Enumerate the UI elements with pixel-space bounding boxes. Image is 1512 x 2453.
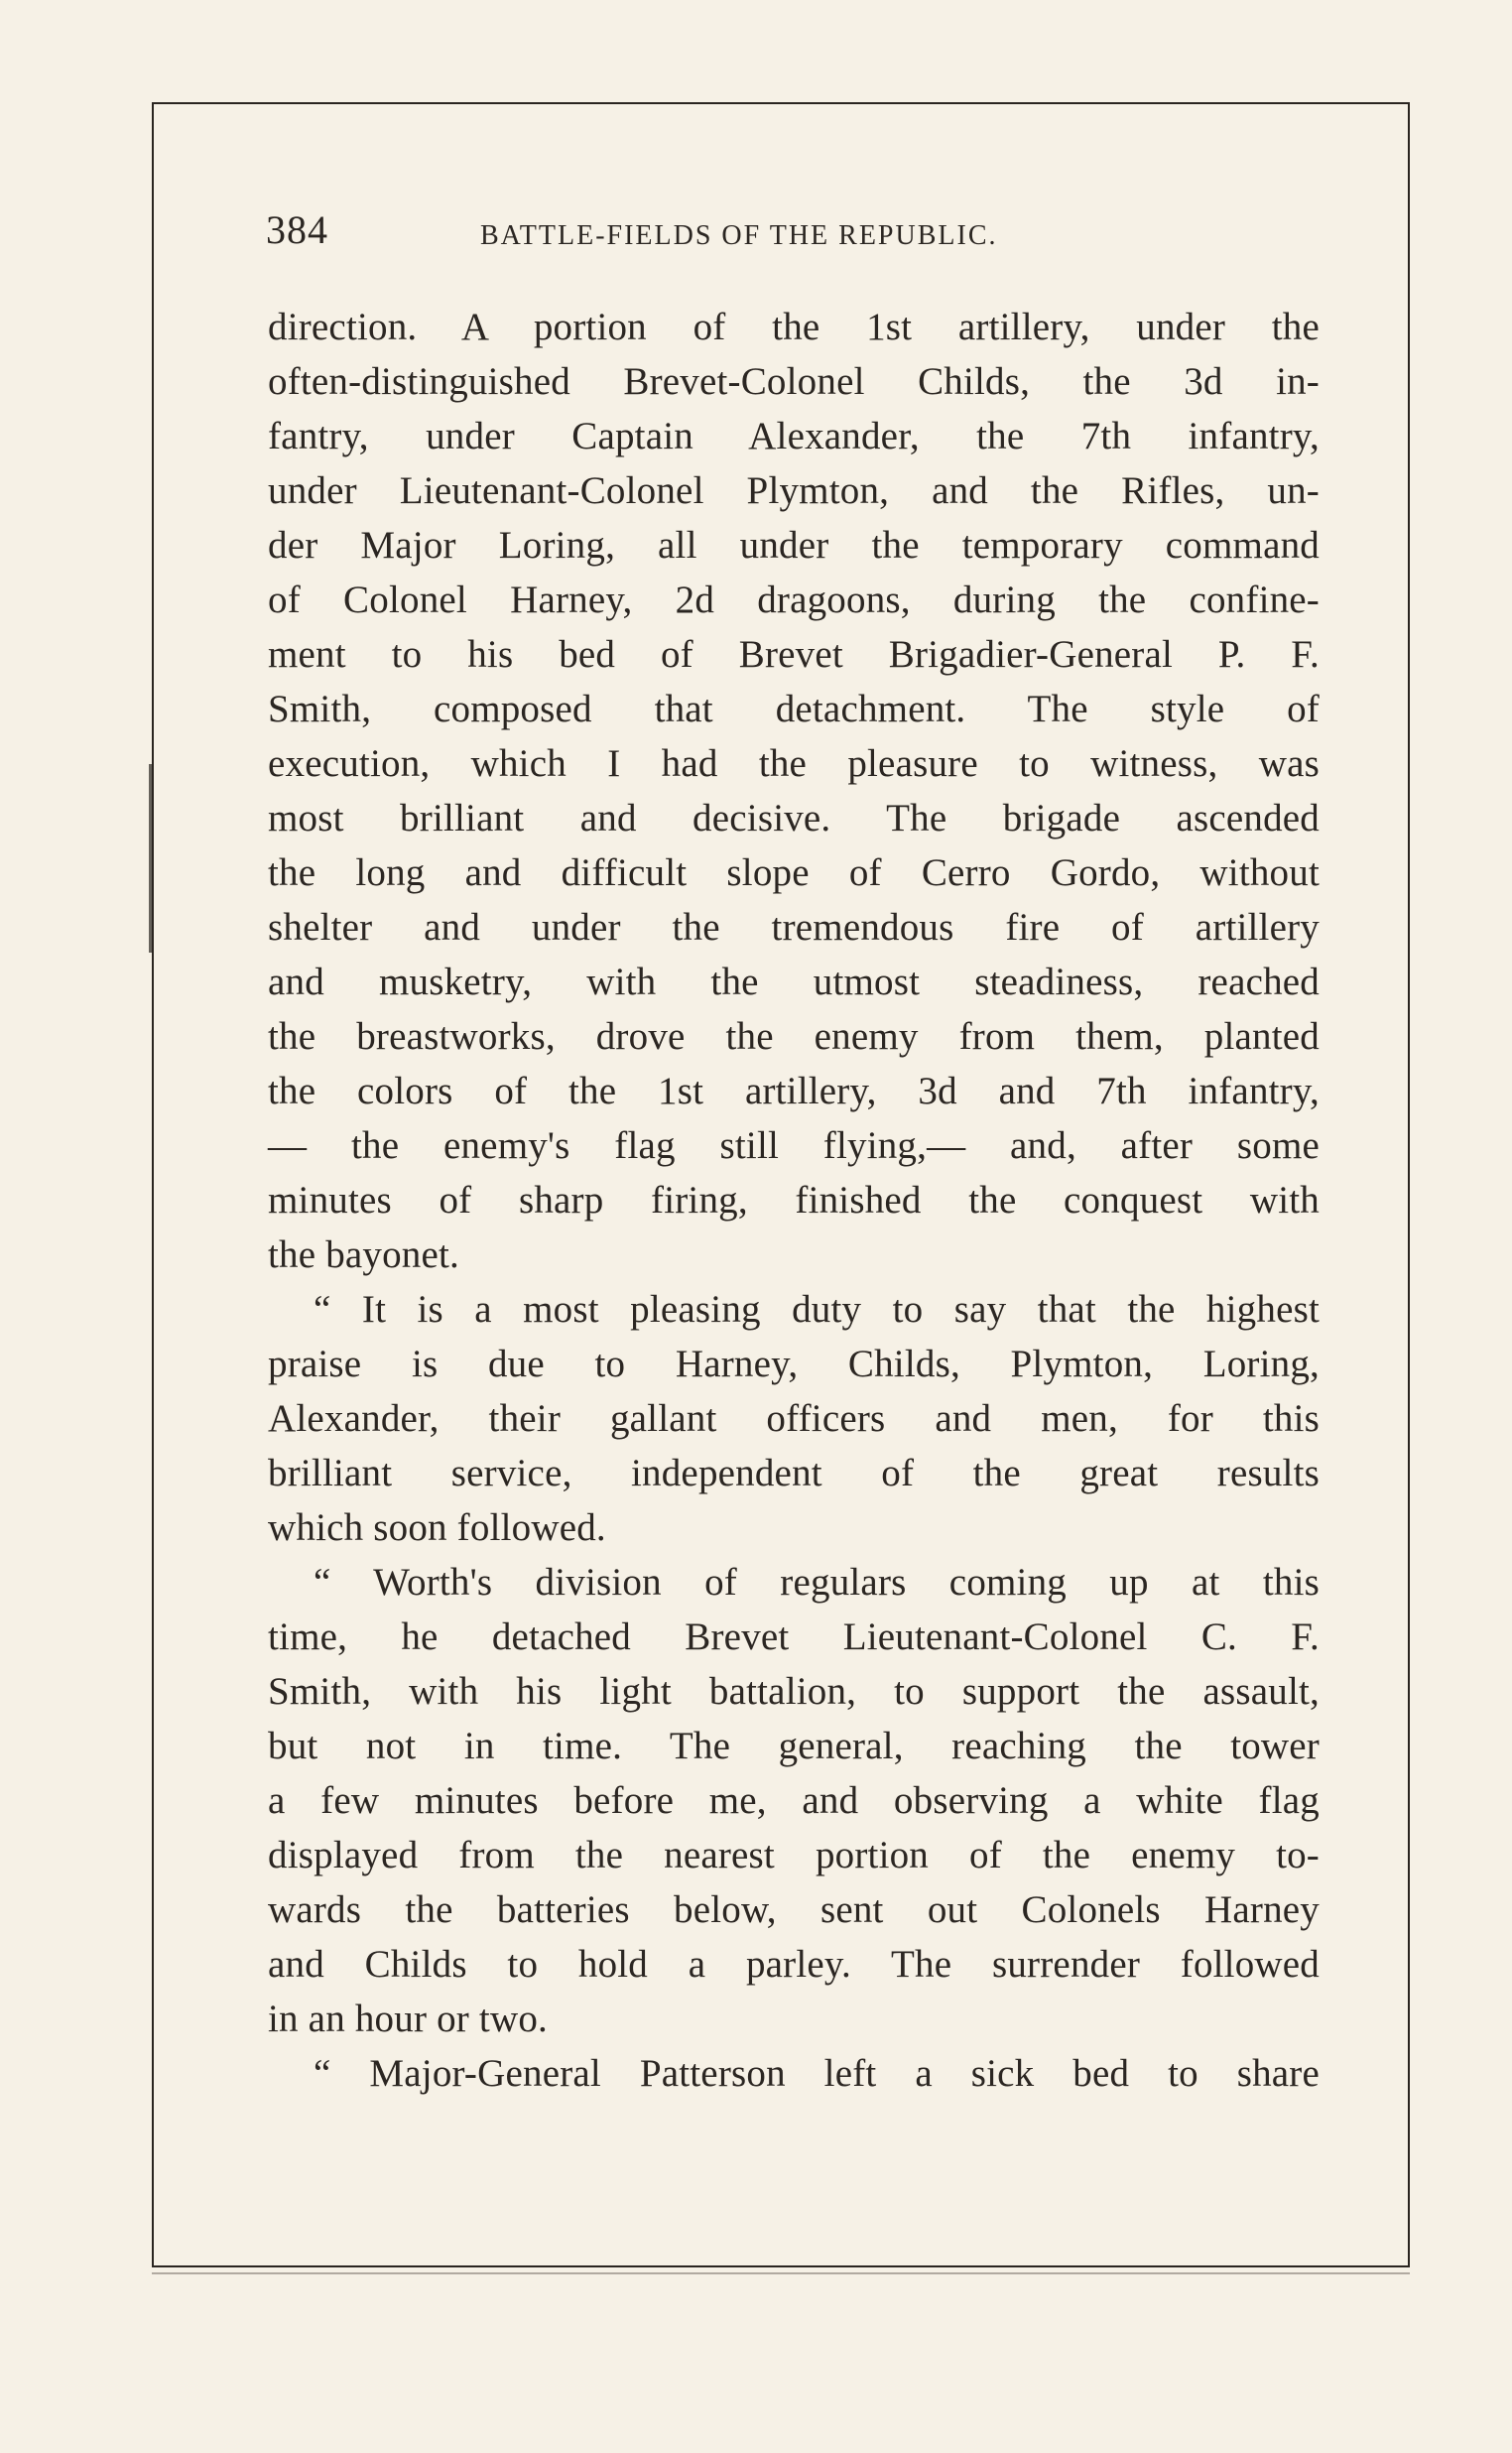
text-line: Alexander, their gallant officers and men, for this — [268, 1397, 1320, 1440]
text-line: the colors of the 1st artillery, 3d and 7th infantry, — [268, 1070, 1320, 1112]
page-header — [266, 206, 1318, 256]
text-line: in an hour or two. — [268, 1998, 548, 2040]
text-line: praise is due to Harney, Childs, Plymton, Loring, — [268, 1343, 1320, 1385]
text-line: the breastworks, drove the enemy from them, planted — [268, 1015, 1320, 1058]
text-line: but not in time. The general, reaching the tower — [268, 1725, 1320, 1767]
text-line: direction. A portion of the 1st artillery, under the — [268, 306, 1320, 348]
text-line: often-distinguished Brevet-Colonel Childs, the 3d in- — [268, 360, 1320, 403]
text-line: shelter and under the tremendous fire of artillery — [268, 906, 1320, 949]
text-line: “ It is a most pleasing duty to say that the highest — [314, 1288, 1320, 1331]
text-line: — the enemy's flag still flying,— and, after some — [268, 1124, 1320, 1167]
text-line: time, he detached Brevet Lieutenant-Colonel C. F. — [268, 1615, 1320, 1658]
text-line: displayed from the nearest portion of the enemy to- — [268, 1834, 1320, 1876]
text-line: minutes of sharp firing, finished the conquest with — [268, 1179, 1320, 1222]
running-head: BATTLE-FIELDS OF THE REPUBLIC. — [480, 220, 998, 251]
text-line: Smith, with his light battalion, to support the assault, — [268, 1670, 1320, 1713]
text-line: most brilliant and decisive. The brigade ascended — [268, 797, 1320, 839]
text-line: “ Major-General Patterson left a sick bed to share — [314, 2052, 1320, 2095]
text-line: “ Worth's division of regulars coming up at this — [314, 1561, 1320, 1604]
body-text — [268, 300, 1320, 2101]
text-line: a few minutes before me, and observing a white flag — [268, 1779, 1320, 1822]
text-line: and Childs to hold a parley. The surrender followed — [268, 1943, 1320, 1986]
page-number: 384 — [266, 207, 328, 252]
text-line: Smith, composed that detachment. The style of — [268, 688, 1320, 730]
text-line: under Lieutenant-Colonel Plymton, and the Rifles, un- — [268, 469, 1320, 512]
text-line: and musketry, with the utmost steadiness, reached — [268, 961, 1320, 1003]
text-line: the bayonet. — [268, 1233, 460, 1276]
page-border-shadow — [152, 2272, 1410, 2274]
text-line: fantry, under Captain Alexander, the 7th infantry, — [268, 415, 1320, 457]
text-line: brilliant service, independent of the great results — [268, 1452, 1320, 1494]
text-line: of Colonel Harney, 2d dragoons, during the confine- — [268, 579, 1320, 621]
text-line: der Major Loring, all under the temporary command — [268, 524, 1320, 567]
text-line: execution, which I had the pleasure to witness, was — [268, 742, 1320, 785]
text-line: the long and difficult slope of Cerro Gordo, without — [268, 851, 1320, 894]
text-line: wards the batteries below, sent out Colonels Harney — [268, 1888, 1320, 1931]
margin-mark — [149, 764, 152, 953]
text-line: ment to his bed of Brevet Brigadier-General P. F. — [268, 633, 1320, 676]
text-line: which soon followed. — [268, 1506, 606, 1549]
